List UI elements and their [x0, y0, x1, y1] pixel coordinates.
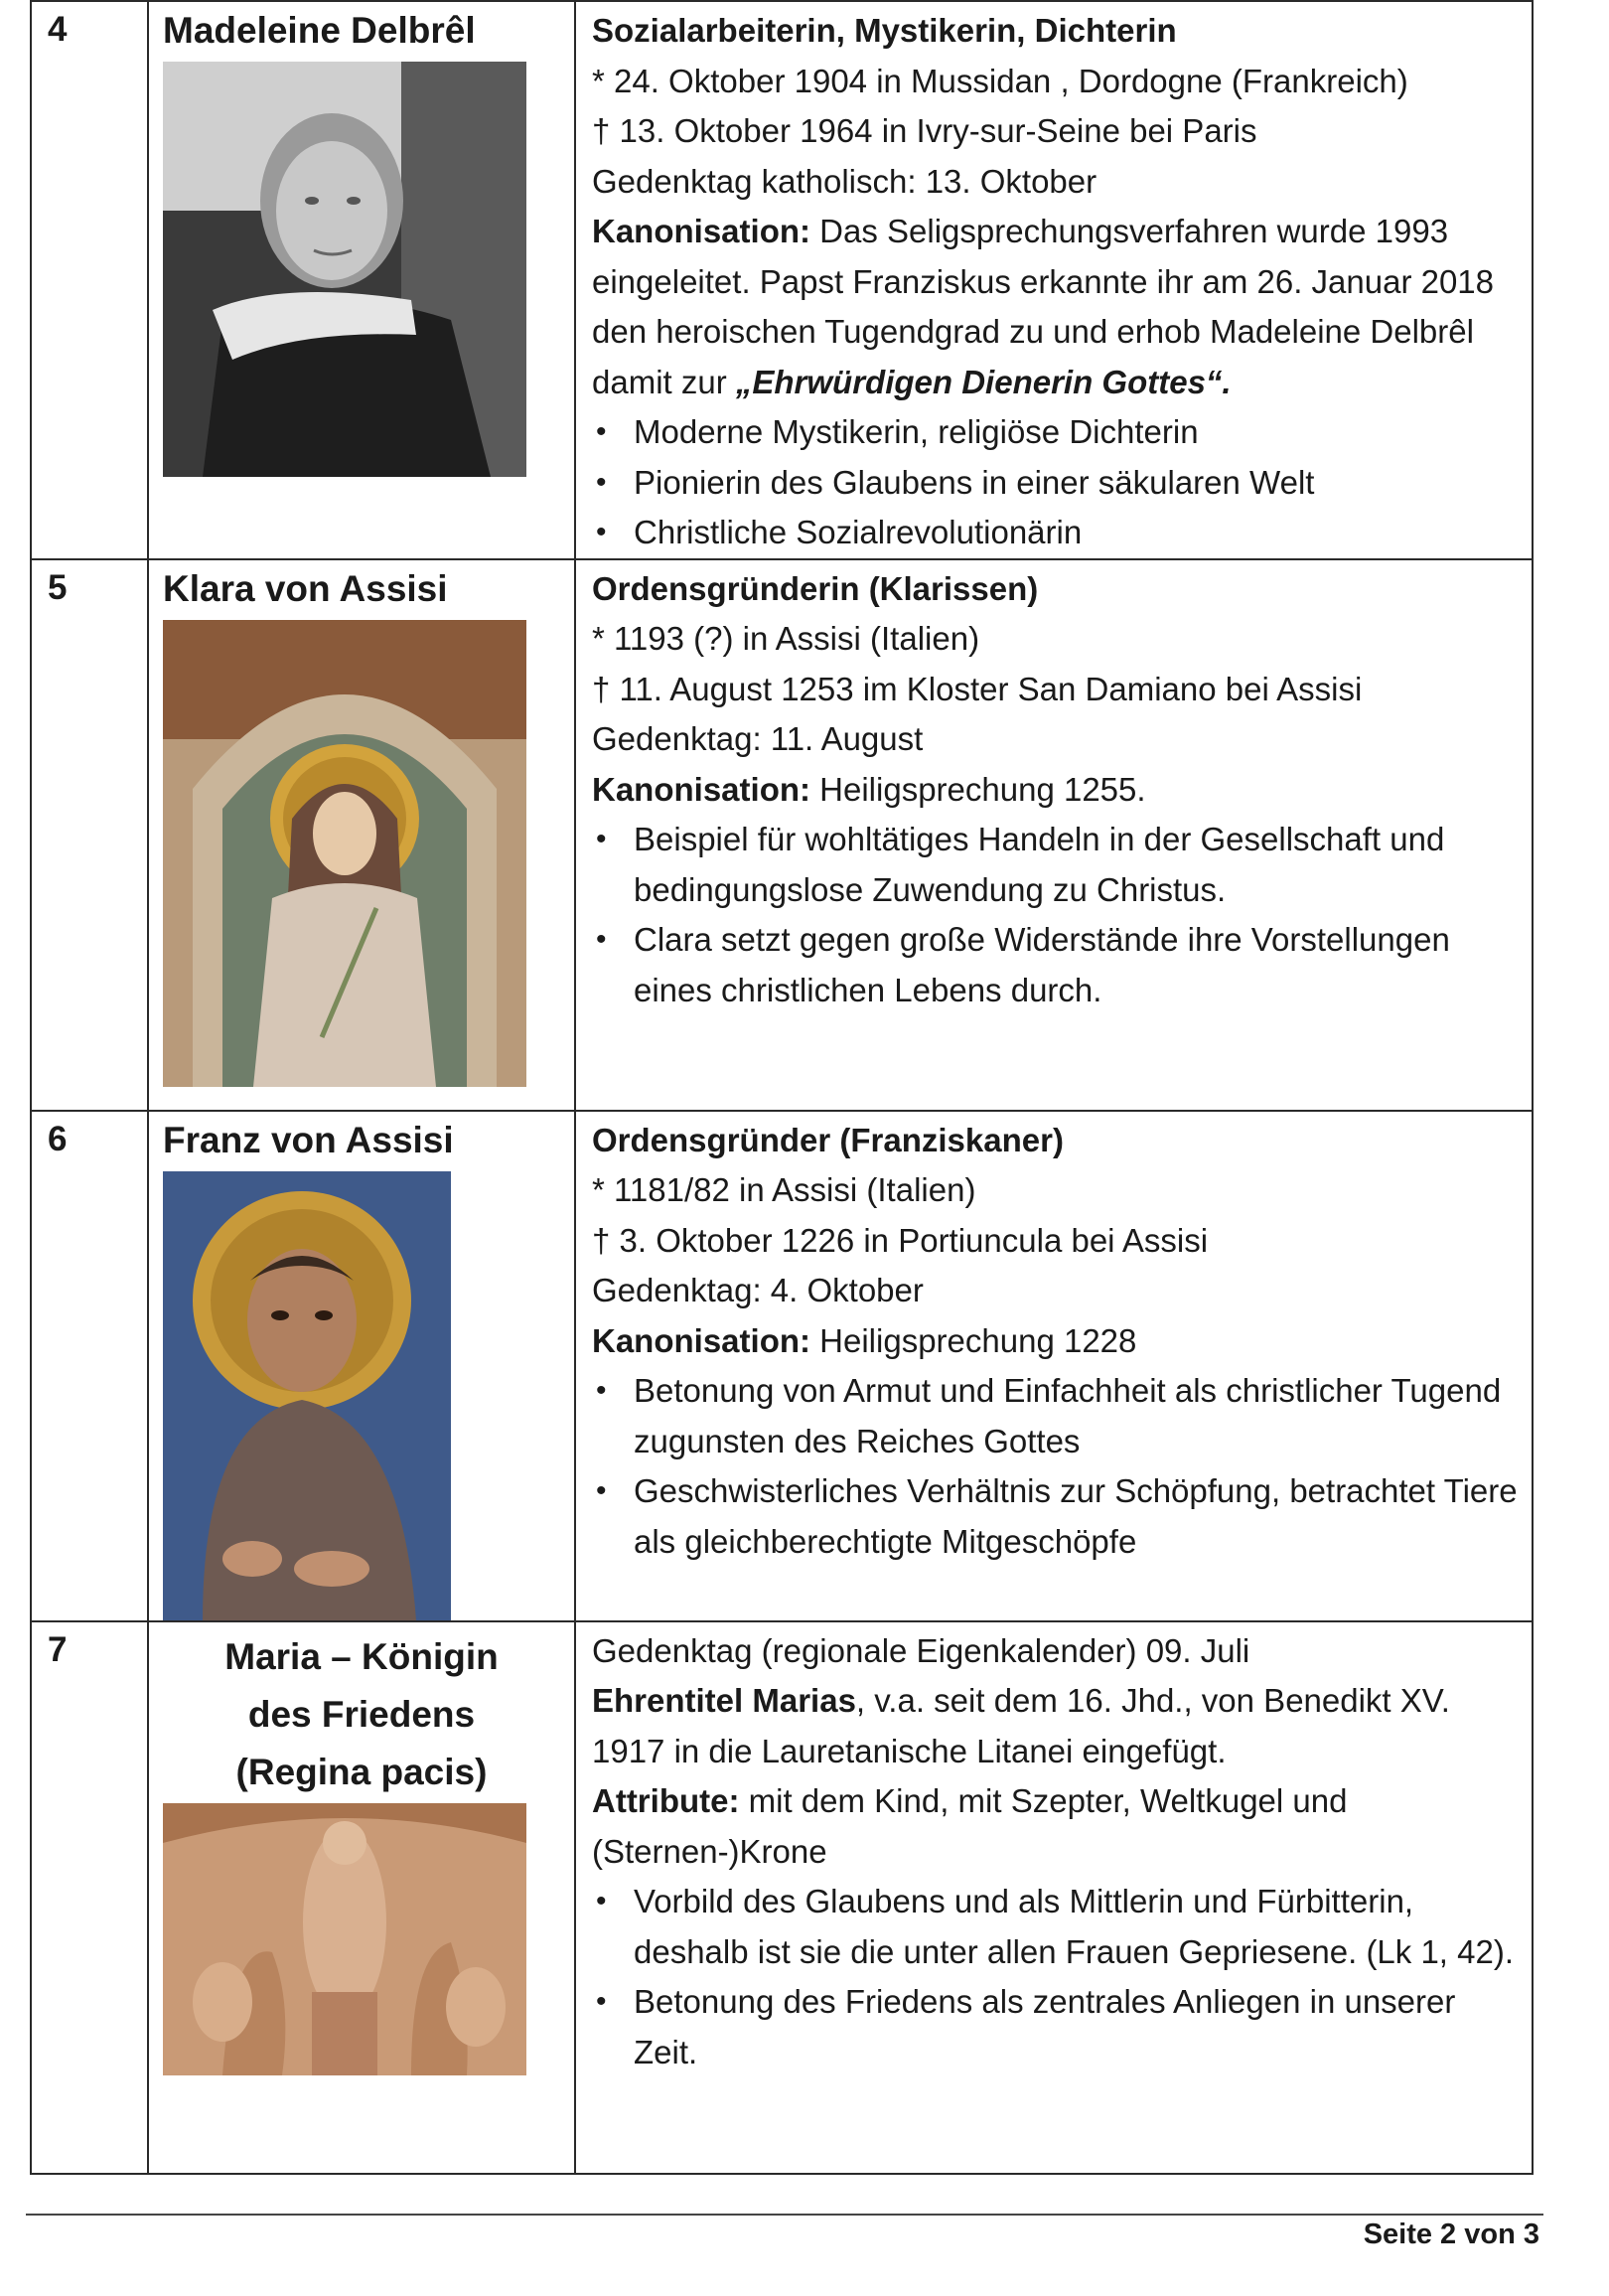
list-item: • Christliche Sozialrevolutionärin	[592, 508, 1518, 558]
page-number: Seite 2 von 3	[1363, 2219, 1539, 2250]
portrait-photo	[163, 62, 526, 477]
name-cell	[148, 559, 575, 1111]
row-number: 6	[31, 1111, 148, 1621]
bullet-list	[592, 407, 1518, 558]
row-number: 5	[31, 559, 148, 1111]
birth-date: * 1181/82 in Assisi (Italien)	[592, 1171, 976, 1208]
role-title: Sozialarbeiterin, Mystikerin, Dichterin	[592, 12, 1177, 49]
canonization-label: Kanonisation:	[592, 770, 810, 808]
portrait-fresco	[163, 1171, 451, 1620]
bullet-list	[592, 815, 1518, 1015]
row-number: 4	[31, 1, 148, 559]
saint-name	[163, 1628, 560, 1801]
list-item: • Betonung des Friedens als zentrales Anliegen in unserer Zeit.	[592, 1977, 1518, 2077]
bullet-list	[592, 1877, 1518, 2077]
bullet-list	[592, 1366, 1518, 1567]
name-cell	[148, 1111, 575, 1621]
canonization-label: Kanonisation:	[592, 213, 810, 249]
saint-name-line: (Regina pacis)	[235, 1751, 488, 1792]
row-number: 7	[31, 1621, 148, 2174]
saint-name: Franz von Assisi	[163, 1119, 454, 1160]
feast-day: Gedenktag: 4. Oktober	[592, 1272, 924, 1308]
saints-table	[30, 0, 1534, 2175]
list-item: • Vorbild des Glaubens und als Mittlerin und Fürbitterin, deshalb ist sie die unter allen Frauen Gepriesene. (Lk 1, 42).	[592, 1877, 1518, 1977]
list-item: • Clara setzt gegen große Widerstände ihre Vorstellungen eines christlichen Lebens durch.	[592, 915, 1518, 1015]
info-cell	[575, 1621, 1533, 2174]
death-date: † 3. Oktober 1226 in Portiuncula bei Assisi	[592, 1221, 1209, 1259]
canonization-text: Das Seligsprechungsverfahren wurde 1993 eingeleitet. Papst Franziskus erkannte ihr am 26. Januar 2018 den heroischen Tugendgrad zu und erhob Madeleine Delbrêl damit zur	[592, 213, 1495, 400]
list-item: • Moderne Mystikerin, religiöse Dichterin	[592, 407, 1518, 458]
table-row	[31, 1621, 1533, 2174]
attributes-text: mit dem Kind, mit Szepter, Weltkugel und (Sternen-)Krone	[592, 1782, 1348, 1870]
list-item: • Pionierin des Glaubens in einer säkularen Welt	[592, 458, 1518, 509]
info-cell	[575, 1, 1533, 559]
name-cell	[148, 1, 575, 559]
portrait-fresco	[163, 620, 526, 1087]
table-row	[31, 1111, 1533, 1621]
canonization-title: „Ehrwürdigen Dienerin Gottes“.	[735, 363, 1232, 400]
death-date: † 13. Oktober 1964 in Ivry-sur-Seine bei Paris	[592, 112, 1257, 149]
relief-image	[163, 1803, 526, 2075]
canonization	[592, 207, 1518, 407]
list-item: • Geschwisterliches Verhältnis zur Schöpfung, betrachtet Tiere als gleichberechtigte Mitgeschöpfe	[592, 1466, 1518, 1567]
canonization	[592, 765, 1518, 816]
death-date: † 11. August 1253 im Kloster San Damiano bei Assisi	[592, 670, 1363, 707]
feast-day: Gedenktag: 11. August	[592, 720, 924, 757]
honorific-label: Ehrentitel Marias	[592, 1682, 856, 1719]
saint-name: Madeleine Delbrêl	[163, 10, 476, 51]
table-row	[31, 1, 1533, 559]
role-title: Ordensgründer (Franziskaner)	[592, 1121, 1064, 1158]
canonization-text: Heiligsprechung 1255.	[810, 770, 1146, 808]
saint-name: Klara von Assisi	[163, 567, 448, 609]
canonization-label: Kanonisation:	[592, 1321, 810, 1359]
saint-name-line: des Friedens	[247, 1693, 476, 1735]
list-item: • Betonung von Armut und Einfachheit als christlicher Tugend zugunsten des Reiches Gottes	[592, 1366, 1518, 1466]
role-title: Ordensgründerin (Klarissen)	[592, 569, 1039, 607]
birth-date: * 1193 (?) in Assisi (Italien)	[592, 620, 980, 657]
info-cell	[575, 559, 1533, 1111]
saint-name-line: Maria – Königin	[224, 1635, 499, 1677]
honorific-title	[592, 1676, 1518, 1776]
feast-day: Gedenktag katholisch: 13. Oktober	[592, 162, 1097, 200]
attributes-label: Attribute:	[592, 1782, 740, 1819]
canonization	[592, 1316, 1518, 1367]
honorific-text: , v.a. seit dem 16. Jhd., von Benedikt XV. 1917 in die Lauretanische Litanei eingefügt.	[592, 1682, 1450, 1769]
birth-date: * 24. Oktober 1904 in Mussidan , Dordogne (Frankreich)	[592, 62, 1408, 99]
feast-day: Gedenktag (regionale Eigenkalender) 09. Juli	[592, 1631, 1250, 1669]
footer-divider	[26, 2214, 1543, 2216]
table-row	[31, 559, 1533, 1111]
canonization-text: Heiligsprechung 1228	[810, 1321, 1137, 1359]
info-cell	[575, 1111, 1533, 1621]
list-item: • Beispiel für wohltätiges Handeln in der Gesellschaft und bedingungslose Zuwendung zu Christus.	[592, 815, 1518, 915]
name-cell	[148, 1621, 575, 2174]
attributes	[592, 1776, 1518, 1877]
